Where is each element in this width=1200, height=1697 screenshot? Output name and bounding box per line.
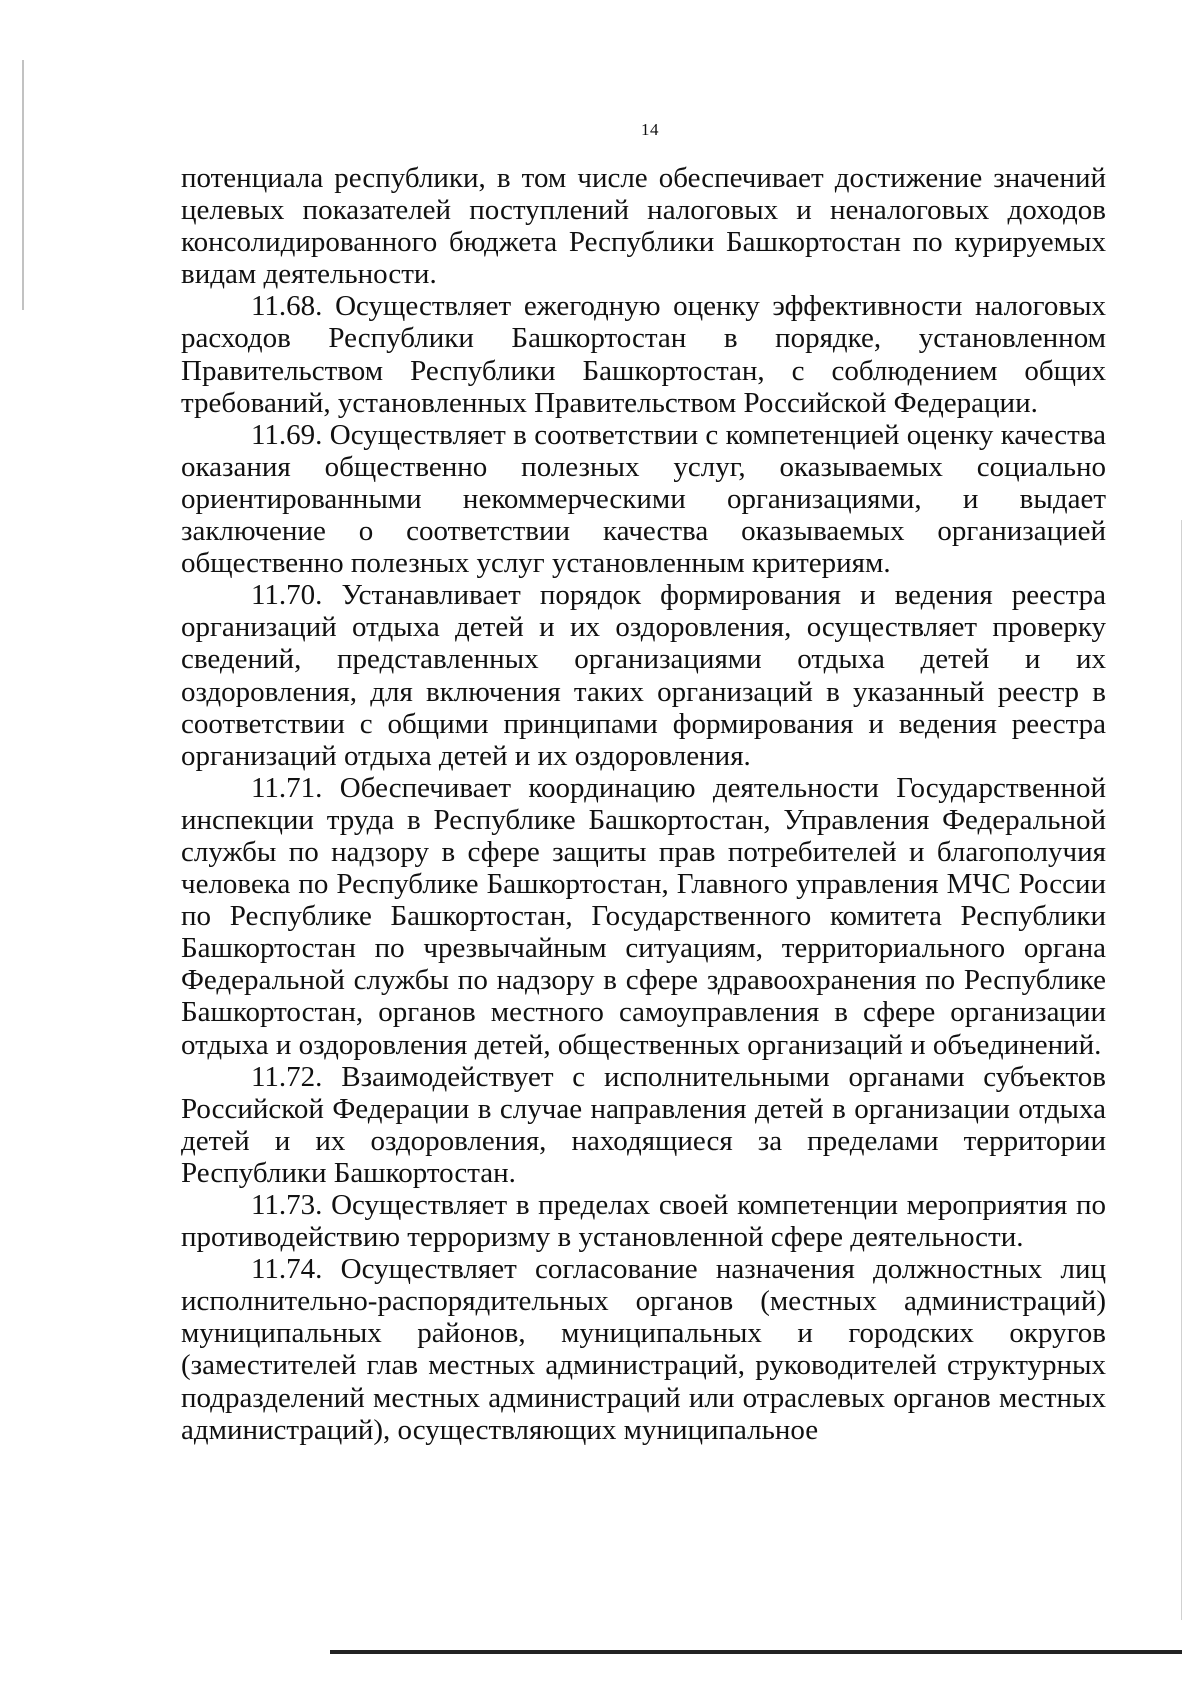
paragraph-11-71: 11.71. Обеспечивает координацию деятельности Государственной инспекции труда в Республике Башкортостан, Управления Федеральной службы по надзору в сфере защиты прав потребителей и благополучия человека по Республике Башкортостан, Главного управления МЧС России по Республике Башкортостан, Государственного комитета Республики Башкортостан по чрезвычайным ситуациям, территориального органа Федеральной службы по надзору в сфере здравоохранения по Республике Башкортостан, органов местного самоуправления в сфере организации отдыха и оздоровления детей, общественных организаций и объединений.: [181, 771, 1106, 1061]
page-number: 14: [641, 120, 659, 139]
paragraph-11-70: 11.70. Устанавливает порядок формирования и ведения реестра организаций отдыха детей и их оздоровления, осуществляет проверку сведений, представленных организациями отдыха детей и их оздоровления, для включения таких организаций в указанный реестр в соответствии с общими принципами формирования и ведения реестра организаций отдыха детей и их оздоровления.: [181, 579, 1106, 772]
paragraph-11-74: 11.74. Осуществляет согласование назначения должностных лиц исполнительно-распорядительных органов (местных администраций) муниципальных районов, муниципальных и городских округов (заместителей глав местных администраций, руководителей структурных подразделений местных администраций или отраслевых органов местных администраций), осуществляющих муниципальное: [181, 1253, 1106, 1446]
scan-edge-left: [22, 60, 24, 310]
scan-edge-right: [1181, 520, 1182, 1620]
paragraph-11-72: 11.72. Взаимодействует с исполнительными органами субъектов Российской Федерации в случае направления детей в организации отдыха детей и их оздоровления, находящиеся за пределами территории Республики Башкортостан.: [181, 1060, 1106, 1189]
paragraph-11-73: 11.73. Осуществляет в пределах своей компетенции мероприятия по противодействию терроризму в установленной сфере деятельности.: [181, 1189, 1106, 1254]
paragraph-continuation: потенциала республики, в том числе обеспечивает достижение значений целевых показателей поступлений налоговых и неналоговых доходов консолидированного бюджета Республики Башкортостан по курируемых видам деятельности.: [181, 162, 1106, 291]
paragraph-11-68: 11.68. Осуществляет ежегодную оценку эффективности налоговых расходов Республики Башкортостан в порядке, установленном Правительством Республики Башкортостан, с соблюдением общих требований, установленных Правительством Российской Федерации.: [181, 290, 1106, 419]
scan-rule-bottom: [330, 1650, 1182, 1654]
document-body: [181, 162, 1106, 1446]
paragraph-11-69: 11.69. Осуществляет в соответствии с компетенцией оценку качества оказания общественно полезных услуг, оказываемых социально ориентированными некоммерческими организациями, и выдает заключение о соответствии качества оказываемых организацией общественно полезных услуг установленным критериям.: [181, 418, 1106, 580]
